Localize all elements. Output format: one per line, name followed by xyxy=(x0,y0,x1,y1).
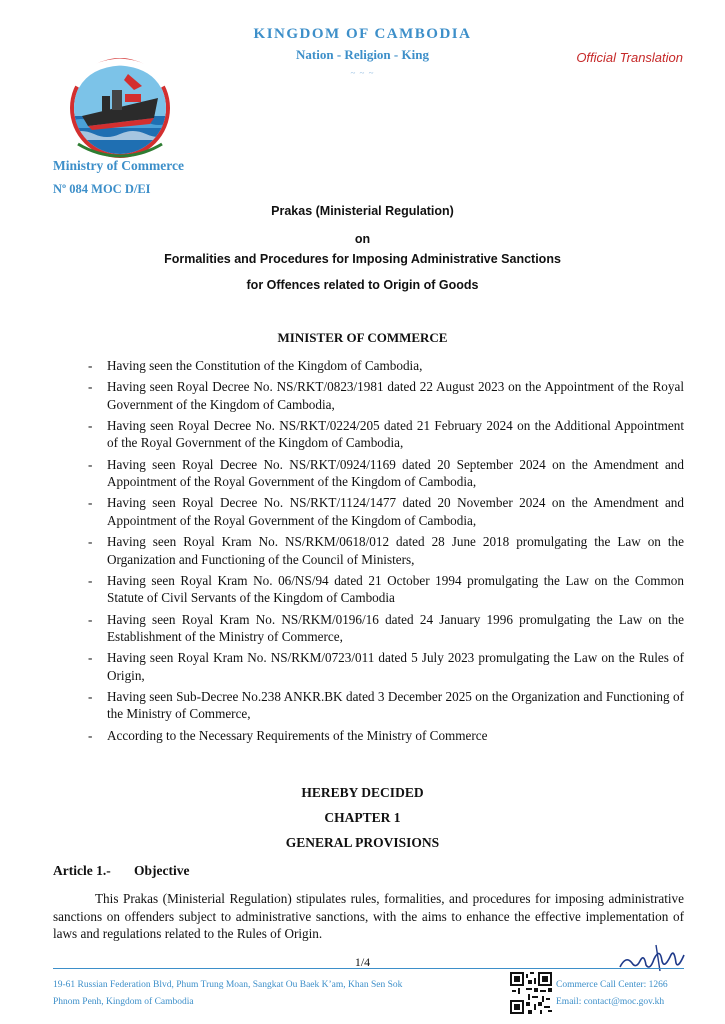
footer-call-center: Commerce Call Center: 1266 xyxy=(556,980,668,990)
recital-item: - Having seen Royal Kram No. NS/RKM/0723/011 dated 5 July 2023 promulgating the Law on the Rules of Origin, xyxy=(88,650,684,683)
footer-address-line2: Phnom Penh, Kingdom of Cambodia xyxy=(53,997,194,1007)
footer-email: Email: contact@moc.gov.kh xyxy=(556,997,665,1007)
chapter-title: GENERAL PROVISIONS xyxy=(285,835,440,850)
footer-address-line1: 19-61 Russian Federation Blvd, Phum Trung Moan, Sangkat Ou Baek K’am, Khan Sen Sok xyxy=(53,980,403,990)
official-translation-label: Official Translation xyxy=(576,50,683,65)
article-title: Objective xyxy=(134,863,190,878)
recital-item: - Having seen Royal Kram No. NS/RKM/0618/012 dated 28 June 2018 promulgating the Law on the Organization and Functioning of the Council of Ministers, xyxy=(88,534,684,567)
recital-item: - Having seen Sub-Decree No.238 ANKR.BK dated 3 December 2025 on the Organization and Functioning of the Ministry of Commerce, xyxy=(88,688,684,722)
recital-item: - Having seen Royal Decree No. NS/RKT/0224/205 dated 21 February 2024 on the Additional Appointment of the Royal Government of the Kingdom of Cambodia, xyxy=(88,418,684,451)
recital-item: - Having seen Royal Decree No. NS/RKT/1124/1477 dated 20 November 2024 on the Amendment and Appointment of the Royal Government of the Kingdom of Cambodia, xyxy=(88,495,684,528)
minister-heading: MINISTER OF COMMERCE xyxy=(277,330,448,345)
recital-item: - Having seen Royal Decree No. NS/RKT/0924/1169 dated 20 September 2024 on the Amendment and Appointment of the Royal Government of the Kingdom of Cambodia, xyxy=(88,456,684,490)
national-motto: Nation - Religion - King xyxy=(296,47,429,62)
footer-divider xyxy=(53,968,684,969)
recital-item: - Having seen Royal Kram No. NS/RKM/0196/16 dated 24 January 1996 promulgating the Law on the Establishment of the Ministry of Commerce, xyxy=(88,611,684,644)
chapter-heading: CHAPTER 1 xyxy=(324,810,401,825)
document-number: Nº 084 MOC D/EI xyxy=(53,182,151,196)
initials-signature-icon xyxy=(616,941,688,975)
ministry-name: Ministry of Commerce xyxy=(53,158,184,173)
page-number: 1/4 xyxy=(354,955,371,969)
recital-item: - Having seen the Constitution of the Kingdom of Cambodia, xyxy=(88,358,423,373)
title-connector: on xyxy=(354,232,371,246)
article-number: Article 1.- xyxy=(53,863,111,878)
recital-item: - Having seen Royal Kram No. 06/NS/94 dated 21 October 1994 promulgating the Law on the Common Statute of Civil Servants of the Kingdom of Cambodia xyxy=(88,572,684,606)
recitals-list xyxy=(88,357,684,748)
recital-item: - According to the Necessary Requirements of the Ministry of Commerce xyxy=(88,727,488,743)
document-subject-line1: Formalities and Procedures for Imposing Administrative Sanctions xyxy=(164,252,561,266)
ministry-emblem-icon xyxy=(68,56,172,160)
motto-ornament: ~ ~ ~ xyxy=(350,68,375,78)
document-subject-line2: for Offences related to Origin of Goods xyxy=(246,278,479,292)
recital-item: - Having seen Royal Decree No. NS/RKT/0823/1981 dated 22 August 2023 on the Appointment of the Royal Government of the Kingdom of Cambodia, xyxy=(88,379,684,412)
country-title: KINGDOM OF CAMBODIA xyxy=(253,26,472,42)
hereby-decided-heading: HEREBY DECIDED xyxy=(301,785,424,800)
article-text: This Prakas (Ministerial Regulation) stipulates rules, formalities, and procedures for imposing administrative sanctions on offenders subject to administrative sanctions, with the aims to enhance the effective implementation of laws and regulations related to the Rules of Origin. xyxy=(53,891,684,941)
document-type-title: Prakas (Ministerial Regulation) xyxy=(271,204,454,218)
qr-code-icon xyxy=(510,972,552,1014)
